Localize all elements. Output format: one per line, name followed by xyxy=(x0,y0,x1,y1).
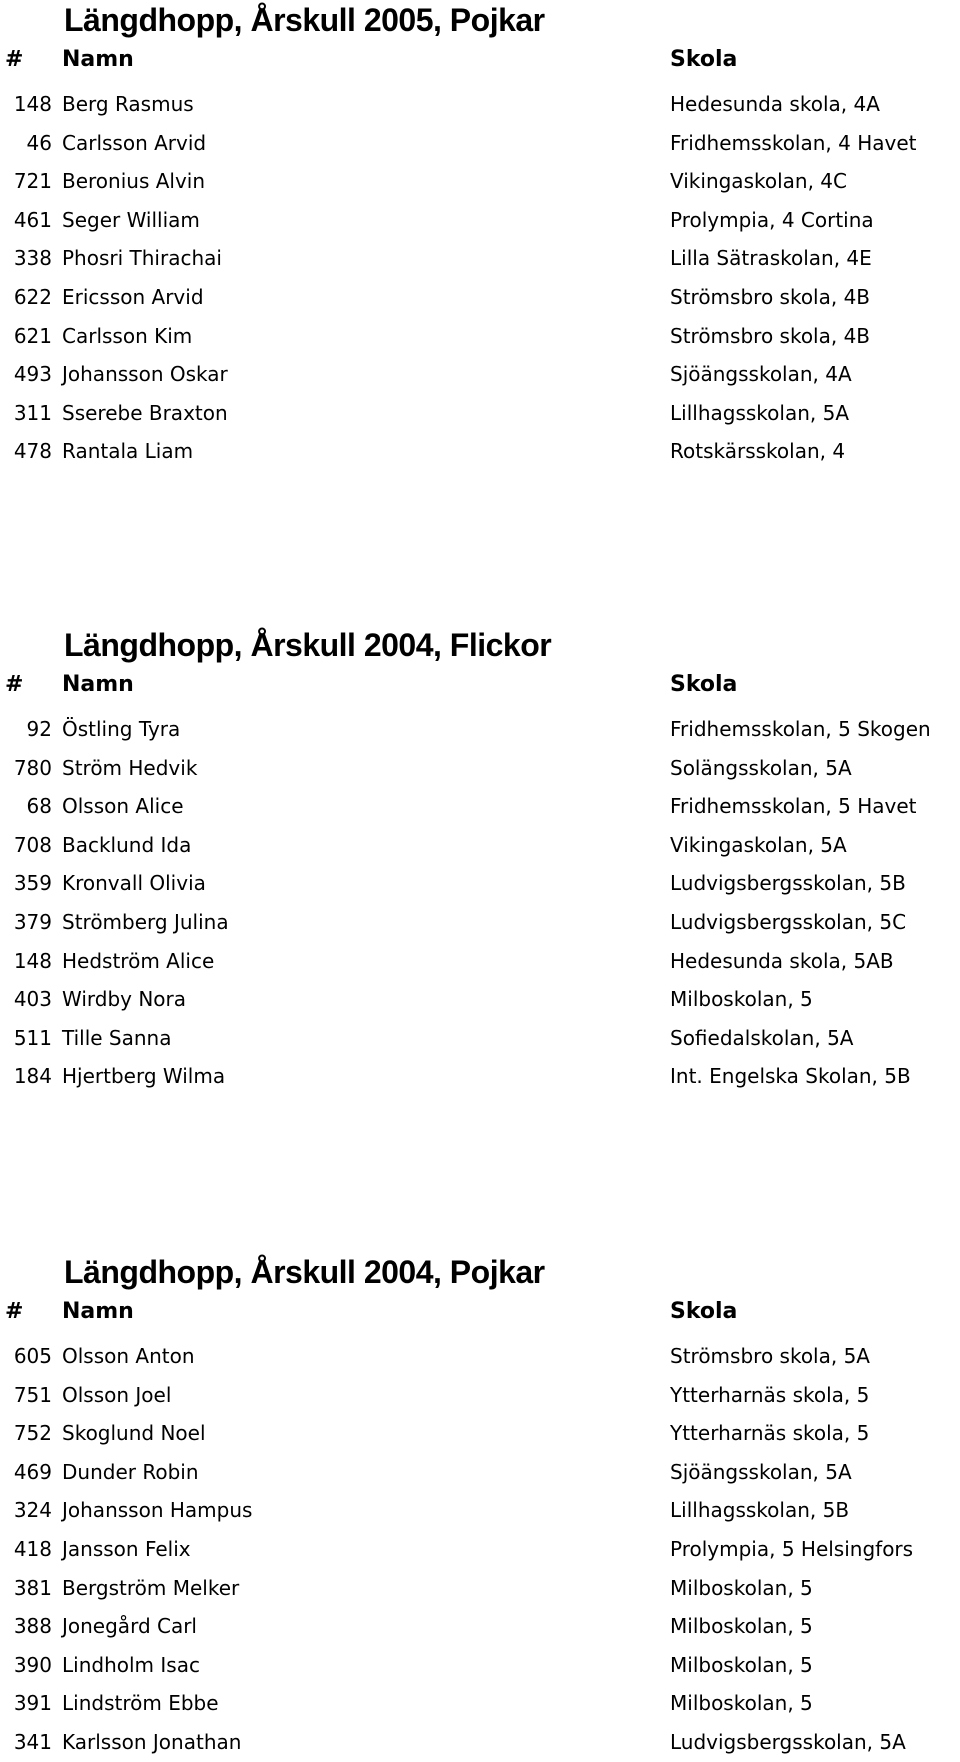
row-school: Ytterharnäs skola, 5 xyxy=(670,1382,870,1407)
row-school: Hedesunda skola, 5AB xyxy=(670,948,894,973)
row-number: 46 xyxy=(26,130,52,155)
row-name: Östling Tyra xyxy=(62,717,181,741)
table-header xyxy=(0,44,960,76)
table-row xyxy=(0,201,960,240)
row-name: Olsson Joel xyxy=(62,1382,172,1407)
header-number: # xyxy=(5,1299,24,1324)
row-school: Milboskolan, 5 xyxy=(670,1575,813,1600)
row-name: Lindholm Isac xyxy=(62,1652,200,1677)
row-name: Lindström Ebbe xyxy=(62,1691,219,1716)
row-school: Milboskolan, 5 xyxy=(670,987,813,1012)
table-row xyxy=(0,1337,960,1376)
table-row xyxy=(0,1723,960,1762)
row-school: Solängsskolan, 5A xyxy=(670,755,852,780)
row-school: Hedesunda skola, 4A xyxy=(670,92,880,116)
table-row xyxy=(0,1019,960,1058)
header-school: Skola xyxy=(670,47,738,72)
row-name: Carlsson Arvid xyxy=(62,130,207,155)
row-name: Dunder Robin xyxy=(62,1459,199,1484)
row-name: Karlsson Jonathan xyxy=(62,1729,242,1754)
table-row xyxy=(0,1453,960,1492)
row-number: 338 xyxy=(13,246,52,271)
table-row xyxy=(0,1569,960,1608)
row-school: Ytterharnäs skola, 5 xyxy=(670,1421,870,1446)
table-row xyxy=(0,1057,960,1096)
row-school: Lillhagsskolan, 5B xyxy=(670,1498,850,1523)
results-list xyxy=(0,1337,960,1762)
table-row xyxy=(0,787,960,826)
row-school: Strömsbro skola, 5A xyxy=(670,1344,870,1368)
row-name: Rantala Liam xyxy=(62,439,194,464)
row-number: 605 xyxy=(13,1344,52,1368)
row-school: Milboskolan, 5 xyxy=(670,1614,813,1639)
row-number: 359 xyxy=(13,871,52,896)
row-name: Johansson Oskar xyxy=(62,362,228,387)
header-number: # xyxy=(5,672,24,697)
header-number: # xyxy=(5,47,24,72)
table-row xyxy=(0,85,960,124)
row-number: 418 xyxy=(13,1536,52,1561)
row-school: Ludvigsbergsskolan, 5B xyxy=(670,871,906,896)
table-row xyxy=(0,1684,960,1723)
table-row xyxy=(0,710,960,749)
row-name: Kronvall Olivia xyxy=(62,871,206,896)
row-name: Johansson Hampus xyxy=(62,1498,253,1523)
header-name: Namn xyxy=(62,1299,134,1324)
section-title: Längdhopp, Årskull 2005, Pojkar xyxy=(64,2,545,38)
table-row xyxy=(0,1376,960,1415)
row-school: Vikingaskolan, 4C xyxy=(670,169,847,194)
row-number: 493 xyxy=(13,362,52,387)
row-school: Lillhagsskolan, 5A xyxy=(670,400,849,425)
table-row xyxy=(0,278,960,317)
row-number: 324 xyxy=(13,1498,52,1523)
row-name: Jonegård Carl xyxy=(62,1614,197,1639)
row-name: Ström Hedvik xyxy=(62,755,198,780)
row-name: Sserebe Braxton xyxy=(62,400,228,425)
section-title: Längdhopp, Årskull 2004, Pojkar xyxy=(64,1254,545,1290)
header-name: Namn xyxy=(62,47,134,72)
row-school: Vikingaskolan, 5A xyxy=(670,832,847,857)
row-number: 391 xyxy=(13,1691,52,1716)
table-row xyxy=(0,162,960,201)
table-row xyxy=(0,1646,960,1685)
row-number: 751 xyxy=(13,1382,52,1407)
row-number: 390 xyxy=(13,1652,52,1677)
row-name: Strömberg Julina xyxy=(62,909,229,934)
row-number: 780 xyxy=(13,755,52,780)
header-name: Namn xyxy=(62,672,134,697)
row-number: 184 xyxy=(13,1064,52,1089)
row-name: Carlsson Kim xyxy=(62,323,193,348)
row-school: Fridhemsskolan, 5 Havet xyxy=(670,794,917,819)
header-school: Skola xyxy=(670,1299,738,1324)
row-name: Beronius Alvin xyxy=(62,169,206,194)
table-row xyxy=(0,749,960,788)
row-number: 708 xyxy=(13,832,52,857)
table-row xyxy=(0,903,960,942)
row-number: 148 xyxy=(13,948,52,973)
table-header xyxy=(0,669,960,701)
row-number: 622 xyxy=(13,284,52,309)
row-number: 511 xyxy=(13,1025,52,1050)
table-row xyxy=(0,1607,960,1646)
table-row xyxy=(0,239,960,278)
table-row xyxy=(0,826,960,865)
table-row xyxy=(0,1414,960,1453)
section-title: Längdhopp, Årskull 2004, Flickor xyxy=(64,627,552,663)
row-name: Hedström Alice xyxy=(62,948,215,973)
row-name: Olsson Anton xyxy=(62,1344,195,1368)
row-number: 461 xyxy=(13,207,52,232)
row-name: Backlund Ida xyxy=(62,832,192,857)
row-number: 403 xyxy=(13,987,52,1012)
row-school: Sjöängsskolan, 4A xyxy=(670,362,852,387)
table-row xyxy=(0,942,960,981)
row-number: 68 xyxy=(26,794,52,819)
results-list xyxy=(0,710,960,1096)
row-name: Bergström Melker xyxy=(62,1575,240,1600)
table-row xyxy=(0,1530,960,1569)
header-school: Skola xyxy=(670,672,738,697)
results-list xyxy=(0,85,960,471)
row-school: Strömsbro skola, 4B xyxy=(670,323,871,348)
row-name: Olsson Alice xyxy=(62,794,184,819)
row-name: Tille Sanna xyxy=(62,1025,172,1050)
row-school: Ludvigsbergsskolan, 5A xyxy=(670,1729,906,1754)
row-school: Fridhemsskolan, 4 Havet xyxy=(670,130,917,155)
row-school: Sofiedalskolan, 5A xyxy=(670,1025,854,1050)
row-name: Phosri Thirachai xyxy=(62,246,222,271)
table-row xyxy=(0,432,960,471)
row-school: Lilla Sätraskolan, 4E xyxy=(670,246,872,271)
table-row xyxy=(0,1491,960,1530)
table-row xyxy=(0,864,960,903)
row-number: 341 xyxy=(13,1729,52,1754)
row-name: Seger William xyxy=(62,207,200,232)
table-row xyxy=(0,980,960,1019)
table-row xyxy=(0,124,960,163)
row-school: Ludvigsbergsskolan, 5C xyxy=(670,909,907,934)
row-school: Milboskolan, 5 xyxy=(670,1652,813,1677)
table-row xyxy=(0,355,960,394)
row-number: 379 xyxy=(13,909,52,934)
row-name: Berg Rasmus xyxy=(62,92,194,116)
row-name: Ericsson Arvid xyxy=(62,284,204,309)
table-row xyxy=(0,394,960,433)
row-number: 388 xyxy=(13,1614,52,1639)
row-number: 752 xyxy=(13,1421,52,1446)
row-school: Fridhemsskolan, 5 Skogen xyxy=(670,717,931,741)
row-school: Strömsbro skola, 4B xyxy=(670,284,871,309)
row-number: 381 xyxy=(13,1575,52,1600)
row-number: 469 xyxy=(13,1459,52,1484)
table-row xyxy=(0,317,960,356)
table-header xyxy=(0,1296,960,1328)
row-name: Skoglund Noel xyxy=(62,1421,206,1446)
row-number: 92 xyxy=(26,717,52,741)
row-name: Wirdby Nora xyxy=(62,987,187,1012)
row-school: Milboskolan, 5 xyxy=(670,1691,813,1716)
row-number: 478 xyxy=(13,439,52,464)
row-number: 721 xyxy=(13,169,52,194)
row-school: Prolympia, 5 Helsingfors xyxy=(670,1536,914,1561)
row-number: 311 xyxy=(13,400,52,425)
row-school: Prolympia, 4 Cortina xyxy=(670,207,874,232)
row-name: Jansson Felix xyxy=(62,1536,191,1561)
row-school: Rotskärsskolan, 4 xyxy=(670,439,846,464)
row-school: Int. Engelska Skolan, 5B xyxy=(670,1064,911,1089)
row-number: 621 xyxy=(13,323,52,348)
row-name: Hjertberg Wilma xyxy=(62,1064,226,1089)
row-number: 148 xyxy=(13,92,52,116)
row-school: Sjöängsskolan, 5A xyxy=(670,1459,852,1484)
